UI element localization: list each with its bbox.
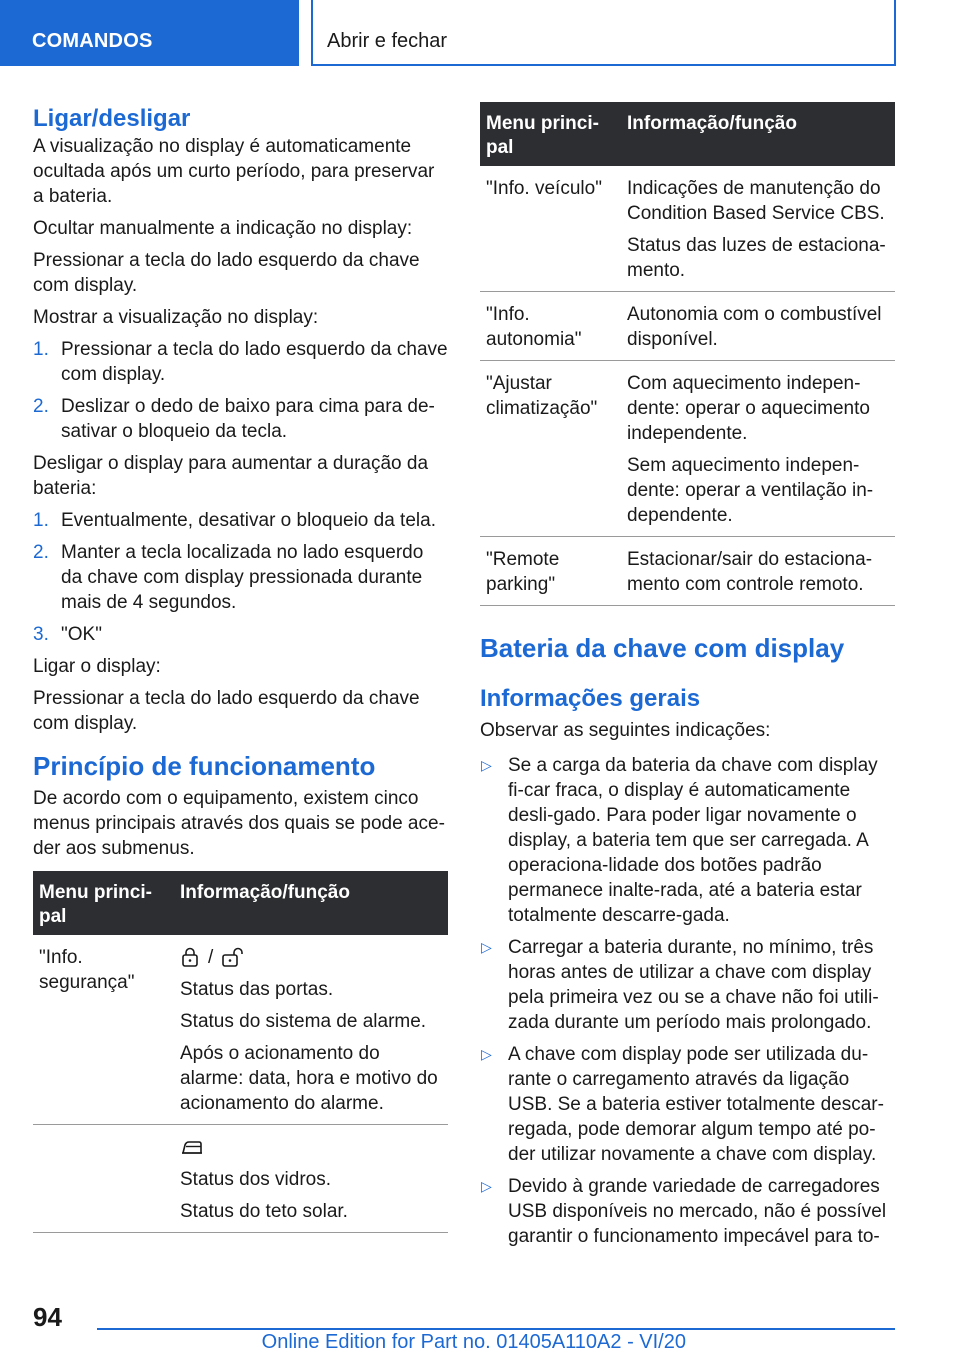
step-item bbox=[33, 337, 448, 387]
table-row bbox=[33, 1125, 448, 1233]
lock-closed-icon bbox=[180, 947, 200, 967]
step-text: Eventualmente, desativar o bloqueio da tela. bbox=[61, 510, 436, 531]
table-cell-menu: "Remote parking" bbox=[480, 537, 621, 606]
table-header-info: Informação/função bbox=[621, 102, 895, 166]
section-tab bbox=[0, 0, 299, 66]
section-title: COMANDOS bbox=[32, 30, 153, 52]
step-item bbox=[33, 394, 448, 444]
table-row bbox=[480, 166, 895, 292]
list-item bbox=[480, 935, 895, 1035]
triangle-bullet-icon: ▷ bbox=[481, 757, 492, 773]
chapter-title: Abrir e fechar bbox=[327, 30, 448, 52]
step-number: 1. bbox=[33, 510, 49, 531]
steps-show-display bbox=[33, 337, 448, 444]
step-text: "OK" bbox=[61, 624, 102, 645]
list-item-text: A chave com display pode ser utilizada du‐rante o carregamento através da ligação USB. Se a bateria estiver totalmente descar‐regada, pode demorar algum tempo até po‐der utilizar novamente a chave com display. bbox=[508, 1044, 884, 1165]
info-line: Sem aquecimento indepen‐dente: operar a ventilação in‐dependente. bbox=[627, 455, 874, 526]
step-text: Pressionar a tecla do lado esquerdo da chave com display. bbox=[61, 339, 448, 385]
paragraph: Mostrar a visualização no display: bbox=[33, 307, 319, 328]
paragraph: Observar as seguintes indicações: bbox=[480, 720, 771, 741]
paragraph: A visualização no display é automaticamente ocultada após um curto período, para preservar a bateria. bbox=[33, 136, 435, 207]
list-item bbox=[480, 1174, 895, 1249]
table-cell-menu: "Ajustar climatização" bbox=[480, 361, 621, 537]
heading-ligar-desligar: Ligar/desligar bbox=[33, 105, 191, 132]
step-item bbox=[33, 622, 448, 647]
steps-display-off bbox=[33, 508, 448, 647]
lock-open-icon bbox=[221, 947, 247, 967]
table-row bbox=[480, 292, 895, 361]
chapter-tab bbox=[311, 0, 896, 66]
right-column bbox=[480, 102, 895, 1256]
paragraph: De acordo com o equipamento, existem cinco menus principais através dos quais se pode ace‐der aos submenus. bbox=[33, 788, 445, 859]
paragraph: Ocultar manualmente a indicação no display: bbox=[33, 218, 413, 239]
paragraph: Pressionar a tecla do lado esquerdo da chave com display. bbox=[33, 688, 420, 734]
table-cell-menu-empty bbox=[33, 1125, 174, 1233]
heading-informacoes-gerais: Informações gerais bbox=[480, 685, 701, 712]
step-number: 2. bbox=[33, 542, 49, 563]
main-menu-table-right bbox=[480, 102, 895, 606]
heading-bateria: Bateria da chave com display bbox=[480, 633, 845, 663]
table-row bbox=[33, 935, 448, 1125]
lock-icons bbox=[180, 945, 442, 969]
table-cell-info bbox=[621, 166, 895, 292]
list-item-text: Devido à grande variedade de carregadores USB disponíveis no mercado, não é possível garantir o funcionamento impecável para to‐ bbox=[508, 1176, 887, 1247]
car-window-icon bbox=[180, 1137, 204, 1157]
table-cell-menu: "Info. veículo" bbox=[480, 166, 621, 292]
step-text: Deslizar o dedo de baixo para cima para de‐sativar o bloqueio da tecla. bbox=[61, 396, 435, 442]
paragraph: Desligar o display para aumentar a duração da bateria: bbox=[33, 453, 429, 499]
info-line: Estacionar/sair do estaciona‐mento com controle remoto. bbox=[627, 549, 873, 595]
info-line: Status do teto solar. bbox=[180, 1201, 348, 1222]
step-item bbox=[33, 540, 448, 615]
info-line: Indicações de manutenção do Condition Based Service CBS. bbox=[627, 178, 885, 224]
battery-notes-list bbox=[480, 753, 895, 1249]
info-line: Status dos vidros. bbox=[180, 1169, 332, 1190]
table-cell-info bbox=[174, 1125, 448, 1233]
triangle-bullet-icon: ▷ bbox=[481, 939, 492, 955]
icon-separator: / bbox=[208, 946, 214, 968]
info-line: Autonomia com o combustível disponível. bbox=[627, 304, 882, 350]
table-row bbox=[480, 537, 895, 606]
info-line: Status das portas. bbox=[180, 979, 334, 1000]
step-number: 3. bbox=[33, 624, 49, 645]
step-number: 1. bbox=[33, 339, 49, 360]
info-line: Após o acionamento do alarme: data, hora e motivo do acionamento do alarme. bbox=[180, 1043, 438, 1114]
info-line: Status do sistema de alarme. bbox=[180, 1011, 427, 1032]
left-column bbox=[33, 100, 448, 1233]
triangle-bullet-icon: ▷ bbox=[481, 1178, 492, 1194]
paragraph: Ligar o display: bbox=[33, 656, 161, 677]
info-line: Com aquecimento indepen‐dente: operar o aquecimento independente. bbox=[627, 373, 870, 444]
table-cell-info bbox=[621, 361, 895, 537]
table-header-menu: Menu princi‐pal bbox=[480, 102, 621, 166]
table-cell-info bbox=[174, 935, 448, 1125]
step-item bbox=[33, 508, 448, 533]
list-item bbox=[480, 753, 895, 928]
step-text: Manter a tecla localizada no lado esquerdo da chave com display pressionada durante mais de 4 segundos. bbox=[61, 542, 424, 613]
heading-principio: Princípio de funcionamento bbox=[33, 751, 376, 781]
table-row bbox=[480, 361, 895, 537]
footer-edition: Online Edition for Part no. 01405A110A2 - VI/20 bbox=[261, 1331, 686, 1353]
table-header-menu: Menu princi‐pal bbox=[33, 871, 174, 935]
table-cell-menu: "Info. segurança" bbox=[33, 935, 174, 1125]
window-icons bbox=[180, 1135, 442, 1159]
info-line: Status das luzes de estaciona‐mento. bbox=[627, 235, 886, 281]
footer-divider bbox=[97, 1328, 895, 1330]
page-number: 94 bbox=[33, 1302, 62, 1332]
triangle-bullet-icon: ▷ bbox=[481, 1046, 492, 1062]
list-item bbox=[480, 1042, 895, 1167]
paragraph: Pressionar a tecla do lado esquerdo da chave com display. bbox=[33, 250, 420, 296]
step-number: 2. bbox=[33, 396, 49, 417]
table-cell-menu: "Info. autonomia" bbox=[480, 292, 621, 361]
list-item-text: Carregar a bateria durante, no mínimo, três horas antes de utilizar a chave com display pela primeira vez ou se a chave não foi utili‐zada durante um período mais prolongado. bbox=[508, 937, 879, 1033]
table-cell-info bbox=[621, 292, 895, 361]
main-menu-table-left bbox=[33, 871, 448, 1233]
list-item-text: Se a carga da bateria da chave com display fi‐car fraca, o display é automaticamente desli‐gado. Para poder ligar novamente o display, a bateria tem que ser carregada. A operaciona‐lidade dos botões padrão permanece inalte‐rada, até a bateria estar totalmente descarre‐gada. bbox=[508, 755, 878, 926]
table-header-info: Informação/função bbox=[174, 871, 448, 935]
table-cell-info bbox=[621, 537, 895, 606]
